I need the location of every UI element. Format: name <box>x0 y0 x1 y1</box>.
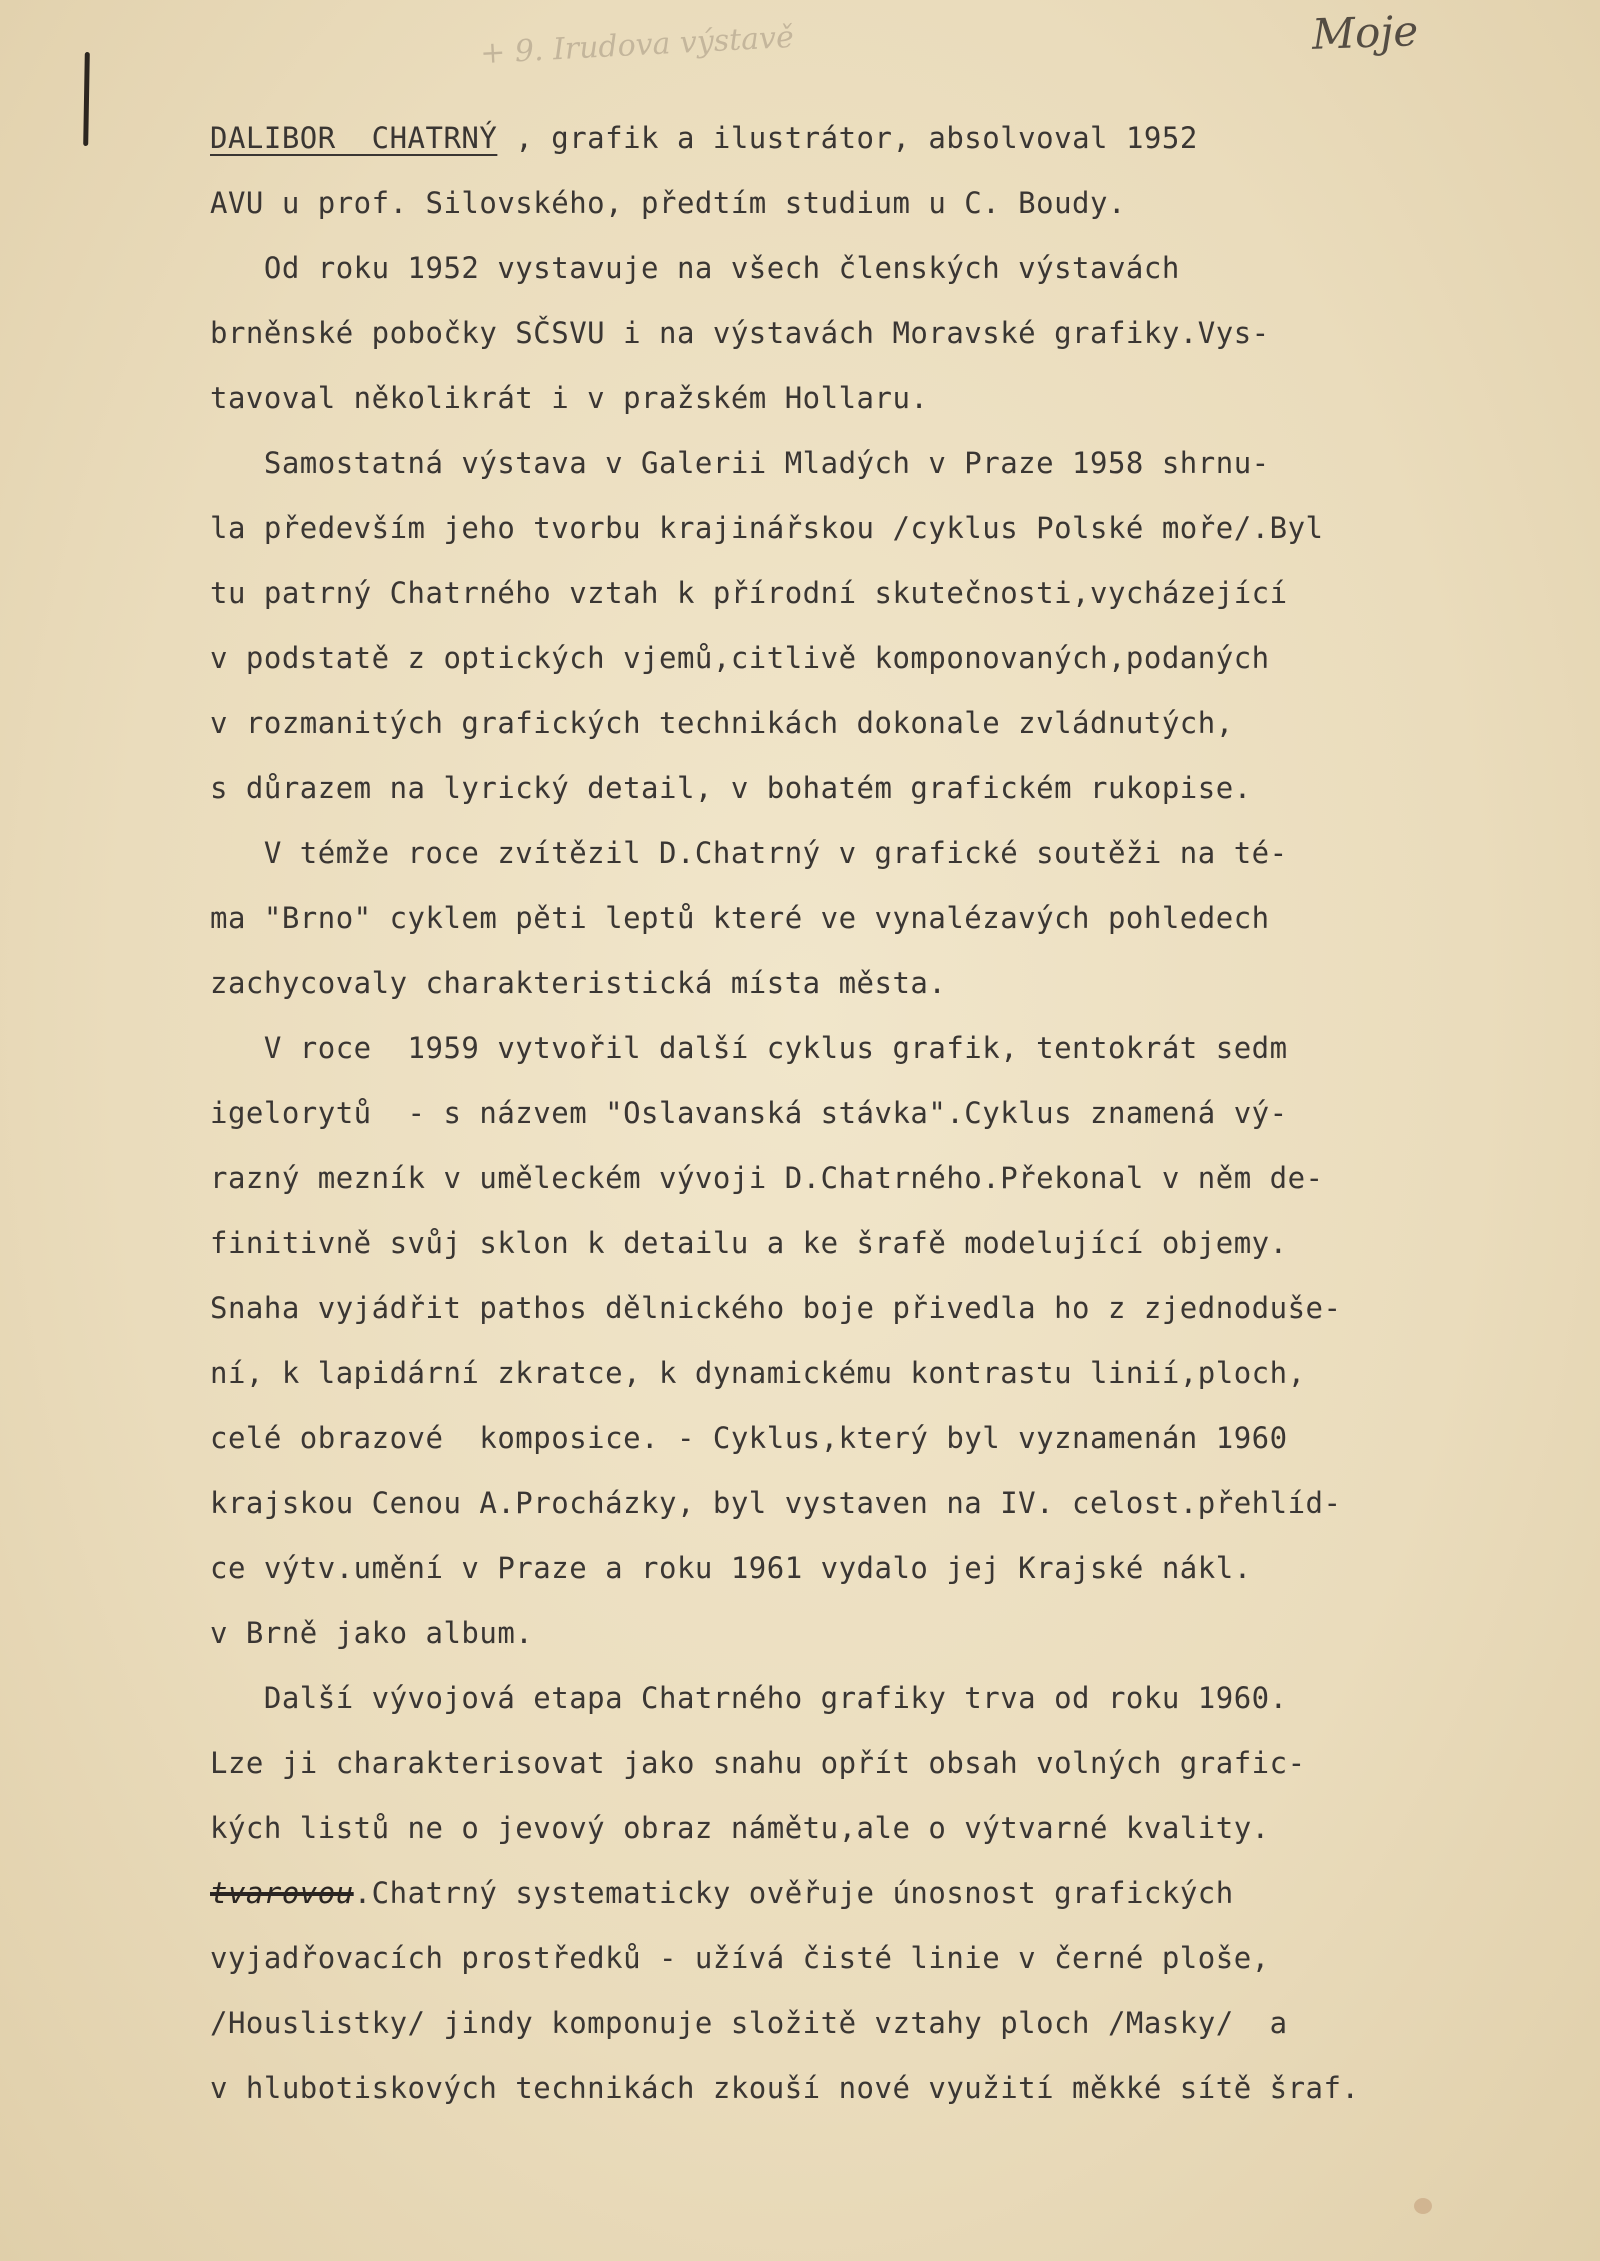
text-line-with-strike <box>210 1861 1570 1926</box>
text-line: la především jeho tvorbu krajinářskou /cyklus Polské moře/.Byl <box>210 511 1324 545</box>
text-line: v rozmanitých grafických technikách dokonale zvládnutých, <box>210 706 1234 740</box>
text-line: V témže roce zvítězil D.Chatrný v grafické soutěži na té- <box>210 836 1288 870</box>
text-line: Od roku 1952 vystavuje na všech členských výstavách <box>210 251 1180 285</box>
text-line: finitivně svůj sklon k detailu a ke šrafě modelující objemy. <box>210 1226 1288 1260</box>
handwritten-note-corner: Moje <box>1311 6 1419 59</box>
text-line: /Houslistky/ jindy komponuje složitě vztahy ploch /Masky/ a <box>210 2006 1288 2040</box>
text-line: AVU u prof. Silovského, předtím studium u C. Boudy. <box>210 186 1126 220</box>
text-line: Lze ji charakterisovat jako snahu opřít obsah volných grafic- <box>210 1746 1306 1780</box>
text-line: zachycovaly charakteristická místa města. <box>210 966 947 1000</box>
text-line: krajskou Cenou A.Procházky, byl vystaven na IV. celost.přehlíd- <box>210 1486 1342 1520</box>
text-line: kých listů ne o jevový obraz námětu,ale o výtvarné kvality. <box>210 1811 1270 1845</box>
heading-rest: , grafik a ilustrátor, absolvoval 1952 <box>497 121 1198 155</box>
text-line: v podstatě z optických vjemů,citlivě komponovaných,podaných <box>210 641 1270 675</box>
text-line: tavoval několikrát i v pražském Hollaru. <box>210 381 929 415</box>
text-line: Snaha vyjádřit pathos dělnického boje přivedla ho z zjednoduše- <box>210 1291 1342 1325</box>
text-line: tu patrný Chatrného vztah k přírodní skutečnosti,vycházející <box>210 576 1288 610</box>
text-line: celé obrazové komposice. - Cyklus,který byl vyznamenán 1960 <box>210 1421 1288 1455</box>
text-line: igelorytů - s názvem "Oslavanská stávka".Cyklus znamená vý- <box>210 1096 1288 1130</box>
text-line: razný mezník v uměleckém vývoji D.Chatrného.Překonal v něm de- <box>210 1161 1324 1195</box>
struck-out-word: tvarovou <box>210 1876 354 1910</box>
paper-stain <box>1414 2198 1432 2214</box>
heading-line <box>210 106 1570 171</box>
text-line: V roce 1959 vytvořil další cyklus grafik, tentokrát sedm <box>210 1031 1288 1065</box>
text-line: v hlubotiskových technikách zkouší nové využití měkké sítě šraf. <box>210 2071 1360 2105</box>
text-line: brněnské pobočky SČSVU i na výstavách Moravské grafiky.Vys- <box>210 316 1270 350</box>
pencil-margin-mark <box>83 52 90 146</box>
body-text <box>210 106 1570 2121</box>
text-line: s důrazem na lyrický detail, v bohatém grafickém rukopise. <box>210 771 1252 805</box>
text-line: vyjadřovacích prostředků - užívá čisté linie v černé ploše, <box>210 1941 1270 1975</box>
handwritten-note-top: + 9. Irudova výstavě <box>479 19 795 72</box>
text-line: Samostatná výstava v Galerii Mladých v Praze 1958 shrnu- <box>210 446 1270 480</box>
text-line: ní, k lapidární zkratce, k dynamickému kontrastu linií,ploch, <box>210 1356 1306 1390</box>
text-after-strike: .Chatrný systematicky ověřuje únosnost grafických <box>353 1876 1234 1910</box>
text-line: ce výtv.umění v Praze a roku 1961 vydalo jej Krajské nákl. <box>210 1551 1252 1585</box>
text-line: ma "Brno" cyklem pěti leptů které ve vynalézavých pohledech <box>210 901 1270 935</box>
artist-name: DALIBOR CHATRNÝ <box>210 121 498 155</box>
text-line: Další vývojová etapa Chatrného grafiky trva od roku 1960. <box>210 1681 1288 1715</box>
text-line: v Brně jako album. <box>210 1616 534 1650</box>
